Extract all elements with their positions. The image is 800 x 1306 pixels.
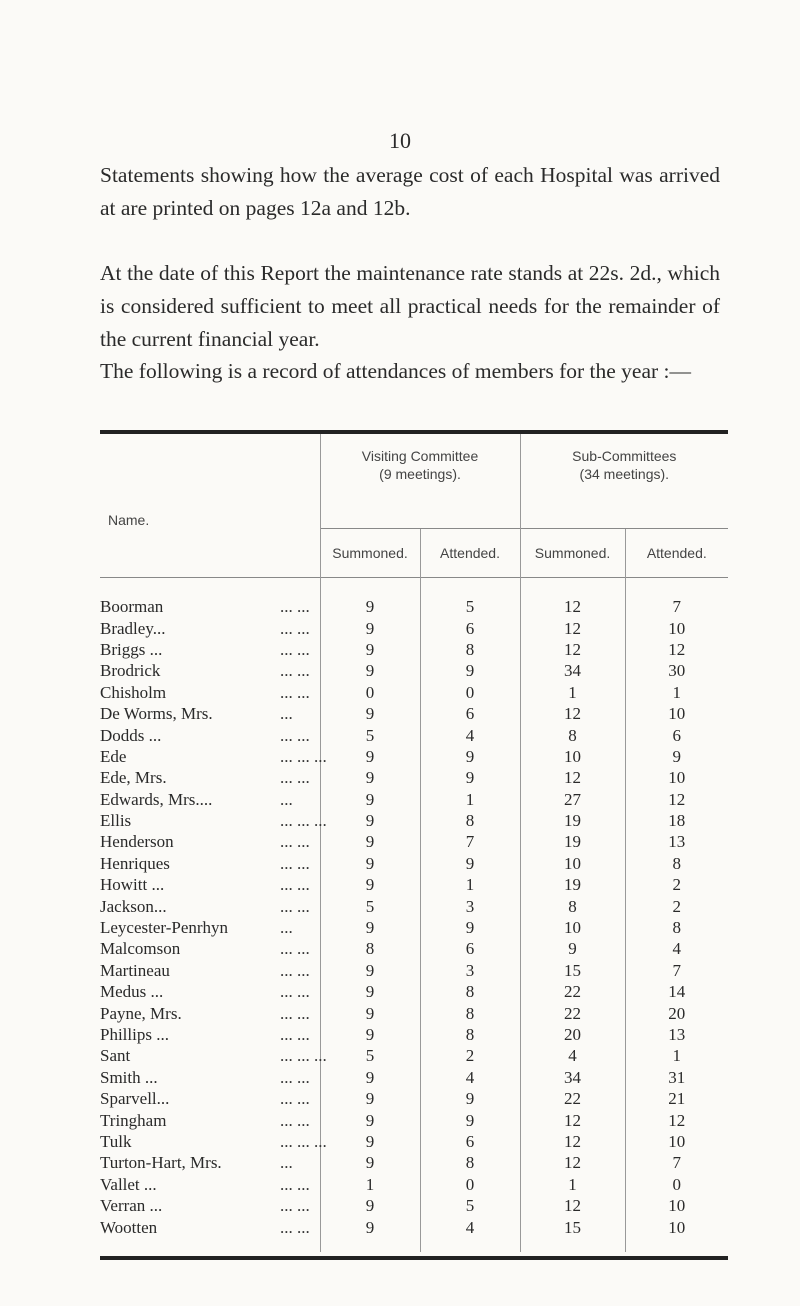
leader-dots: ... ...: [280, 618, 310, 638]
sub-committees-meetings: (34 meetings).: [579, 466, 670, 482]
table-row: [100, 1152, 728, 1173]
leader-dots: ... ...: [280, 832, 310, 852]
table-row: [100, 917, 728, 938]
table-row: [100, 703, 728, 724]
leader-dots: ... ... ...: [280, 1046, 327, 1066]
table-row: [100, 938, 728, 959]
sub-attended-value: 1: [625, 682, 728, 703]
member-name: Jackson...: [100, 896, 167, 916]
visiting-summoned-value: 9: [320, 1109, 420, 1130]
leader-dots: ...: [280, 704, 293, 724]
visiting-attended-value: 5: [420, 596, 520, 617]
paragraph-attendance-intro: The following is a record of attendances of members for the year :—: [100, 359, 692, 383]
visiting-attended-value: 6: [420, 617, 520, 638]
leader-dots: ...: [280, 1153, 293, 1173]
table-row: [100, 639, 728, 660]
sub-summoned-value: 15: [520, 1216, 625, 1237]
member-name: Briggs ...: [100, 639, 163, 659]
table-row: [100, 874, 728, 895]
table-row: [100, 1174, 728, 1195]
visiting-summoned-value: 5: [320, 895, 420, 916]
visiting-summoned-value: 9: [320, 831, 420, 852]
table-row: [100, 746, 728, 767]
sub-summoned-value: 12: [520, 639, 625, 660]
sub-attended-value: 13: [625, 831, 728, 852]
sub-summoned-value: 10: [520, 746, 625, 767]
table-body: [100, 596, 728, 1238]
visiting-attended-value: 4: [420, 1216, 520, 1237]
sub-summoned-value: 12: [520, 596, 625, 617]
sub-summoned-value: 1: [520, 1174, 625, 1195]
sub-summoned-value: 12: [520, 1195, 625, 1216]
table-row: [100, 789, 728, 810]
sub-attended-value: 30: [625, 660, 728, 681]
page-number: 10: [389, 128, 411, 153]
attendance-table: [100, 430, 728, 1260]
table-row: [100, 1024, 728, 1045]
visiting-summoned-value: 9: [320, 1067, 420, 1088]
visiting-summoned-value: 9: [320, 1195, 420, 1216]
visiting-attended-value: 2: [420, 1045, 520, 1066]
table-row: [100, 767, 728, 788]
visiting-attended-value: 8: [420, 1002, 520, 1023]
visiting-attended-value: 9: [420, 767, 520, 788]
sub-attended-value: 18: [625, 810, 728, 831]
leader-dots: ... ...: [280, 939, 310, 959]
table-row: [100, 1088, 728, 1109]
visiting-summoned-value: 9: [320, 874, 420, 895]
leader-dots: ... ...: [280, 639, 310, 659]
sub-summoned-value: 22: [520, 1088, 625, 1109]
visiting-attended-value: 4: [420, 1067, 520, 1088]
sub-attended-value: 9: [625, 746, 728, 767]
sub-attended-value: 0: [625, 1174, 728, 1195]
member-name: Payne, Mrs.: [100, 1003, 182, 1023]
member-name: Malcomson: [100, 939, 181, 959]
visiting-summoned-value: 9: [320, 703, 420, 724]
table-row: [100, 596, 728, 617]
table-row: [100, 853, 728, 874]
sub-attended-value: 6: [625, 724, 728, 745]
visiting-attended-value: 9: [420, 746, 520, 767]
leader-dots: ... ...: [280, 768, 310, 788]
sub-attended-value: 13: [625, 1024, 728, 1045]
leader-dots: ... ...: [280, 1089, 310, 1109]
table-bottom-rule: [100, 1256, 728, 1260]
table-row: [100, 1109, 728, 1130]
member-name: Leycester-Penrhyn: [100, 918, 229, 938]
sub-attended-value: 8: [625, 853, 728, 874]
visiting-attended-value: 9: [420, 853, 520, 874]
leader-dots: ... ...: [280, 1003, 310, 1023]
member-name: Edwards, Mrs....: [100, 789, 213, 809]
sub-summoned-value: 27: [520, 789, 625, 810]
sub-attended-value: 10: [625, 617, 728, 638]
visiting-attended-value: 4: [420, 724, 520, 745]
sub-attended-value: 10: [625, 1195, 728, 1216]
table-row: [100, 1067, 728, 1088]
sub-summoned-value: 12: [520, 1152, 625, 1173]
visiting-summoned-value: 9: [320, 767, 420, 788]
visiting-summoned-value: 8: [320, 938, 420, 959]
visiting-attended-value: 5: [420, 1195, 520, 1216]
visiting-attended-value: 9: [420, 917, 520, 938]
visiting-attended-value: 6: [420, 938, 520, 959]
visiting-summoned-value: 9: [320, 660, 420, 681]
leader-dots: ... ...: [280, 982, 310, 1002]
sub-summoned-value: 12: [520, 617, 625, 638]
visiting-summoned-value: 1: [320, 1174, 420, 1195]
leader-dots: ...: [280, 789, 293, 809]
table-row: [100, 895, 728, 916]
visiting-summoned-value: 5: [320, 1045, 420, 1066]
sub-attended-value: 8: [625, 917, 728, 938]
visiting-summoned-value: 9: [320, 617, 420, 638]
name-column-header: Name.: [108, 512, 150, 528]
leader-dots: ... ...: [280, 853, 310, 873]
leader-dots: ... ...: [280, 896, 310, 916]
table-row: [100, 660, 728, 681]
visiting-summoned-value: 9: [320, 1024, 420, 1045]
sub-summoned-value: 22: [520, 1002, 625, 1023]
sub-summoned-value: 19: [520, 810, 625, 831]
table-row: [100, 810, 728, 831]
visiting-summoned-value: 9: [320, 917, 420, 938]
leader-dots: ... ...: [280, 682, 310, 702]
member-name: Turton-Hart, Mrs.: [100, 1153, 222, 1173]
member-name: Ede: [100, 746, 127, 766]
sub-summoned-value: 9: [520, 938, 625, 959]
sub-summoned-value: 12: [520, 767, 625, 788]
visiting-attended-value: 6: [420, 703, 520, 724]
leader-dots: ... ... ...: [280, 811, 327, 831]
visiting-attended-value: 1: [420, 789, 520, 810]
member-name: Verran ...: [100, 1196, 163, 1216]
table-row: [100, 831, 728, 852]
member-name: Ede, Mrs.: [100, 768, 167, 788]
leader-dots: ... ...: [280, 1110, 310, 1130]
member-name: Wootten: [100, 1217, 158, 1237]
sub-attended-value: 12: [625, 1109, 728, 1130]
visiting-attended-value: 0: [420, 1174, 520, 1195]
sub-committees-header: [520, 434, 728, 529]
sub-attended-value: 12: [625, 789, 728, 810]
sub-attended-value: 10: [625, 1131, 728, 1152]
table-row: [100, 981, 728, 1002]
visiting-summoned-value: 9: [320, 746, 420, 767]
sub-attended-value: 7: [625, 960, 728, 981]
member-name: Vallet ...: [100, 1174, 157, 1194]
table-row: [100, 682, 728, 703]
visiting-summoned-value: 9: [320, 1152, 420, 1173]
visiting-summoned-value: 9: [320, 960, 420, 981]
visiting-attended-value: 9: [420, 1109, 520, 1130]
sub-summoned-value: 10: [520, 917, 625, 938]
paragraph-cost-statements: Statements showing how the average cost of each Hospital was arrived at are printed on pages 12a and 12b.: [100, 163, 720, 220]
visiting-summoned-value: 9: [320, 639, 420, 660]
visiting-attended-value: 8: [420, 810, 520, 831]
member-name: Bradley...: [100, 618, 166, 638]
leader-dots: ... ...: [280, 875, 310, 895]
table-row: [100, 724, 728, 745]
member-name: Dodds ...: [100, 725, 162, 745]
visiting-summoned-value: 9: [320, 1131, 420, 1152]
sub-summoned-value: 19: [520, 874, 625, 895]
visiting-summoned-value: 9: [320, 596, 420, 617]
member-name: Boorman: [100, 597, 164, 617]
visiting-summoned-value: 9: [320, 981, 420, 1002]
visiting-summoned-value: 9: [320, 1216, 420, 1237]
leader-dots: ... ...: [280, 1174, 310, 1194]
sub-summoned-value: 12: [520, 703, 625, 724]
member-name: Chisholm: [100, 682, 167, 702]
sub-attended-value: 10: [625, 767, 728, 788]
table-row: [100, 1002, 728, 1023]
visiting-summoned-value: 9: [320, 810, 420, 831]
sub-attended-value: 7: [625, 1152, 728, 1173]
sub-summoned-value: 19: [520, 831, 625, 852]
sub-summoned-value: 34: [520, 1067, 625, 1088]
leader-dots: ... ...: [280, 597, 310, 617]
visiting-summoned-value: 9: [320, 1002, 420, 1023]
member-name: De Worms, Mrs.: [100, 704, 213, 724]
visiting-committee-title: Visiting Committee: [361, 448, 479, 464]
member-name: Brodrick: [100, 661, 161, 681]
visiting-attended-value: 1: [420, 874, 520, 895]
sub-summoned-value: 20: [520, 1024, 625, 1045]
visiting-attended-value: 8: [420, 981, 520, 1002]
member-name: Ellis: [100, 811, 132, 831]
member-name: Phillips ...: [100, 1025, 169, 1044]
sub-attended-value: 21: [625, 1088, 728, 1109]
visiting-summoned-value: 9: [320, 1088, 420, 1109]
sub-attended-value: 14: [625, 981, 728, 1002]
visiting-attended-value: 0: [420, 682, 520, 703]
member-name: Henriques: [100, 853, 170, 873]
sub-summoned-value: 12: [520, 1131, 625, 1152]
leader-dots: ... ...: [280, 661, 310, 681]
visiting-attended-value: 9: [420, 660, 520, 681]
sub-attended-value: 1: [625, 1045, 728, 1066]
sub-attended-value: 20: [625, 1002, 728, 1023]
sub-summoned-value: 10: [520, 853, 625, 874]
leader-dots: ... ...: [280, 1025, 310, 1044]
member-name: Henderson: [100, 832, 174, 852]
leader-dots: ...: [280, 918, 293, 938]
sub-attended-header: Attended.: [625, 529, 728, 578]
visiting-attended-value: 6: [420, 1131, 520, 1152]
member-name: Sparvell...: [100, 1089, 170, 1109]
visiting-attended-header: Attended.: [420, 529, 520, 578]
leader-dots: ... ...: [280, 1217, 310, 1237]
member-name: Sant: [100, 1046, 131, 1066]
sub-attended-value: 2: [625, 895, 728, 916]
visiting-summoned-header: Summoned.: [320, 529, 420, 578]
leader-dots: ... ... ...: [280, 1131, 327, 1151]
member-name: Smith ...: [100, 1067, 158, 1087]
paragraph-maintenance-rate: At the date of this Report the maintenance rate stands at 22s. 2d., which is considered sufficient to meet all practical needs for the remainder of the current financial year.: [100, 261, 720, 351]
leader-dots: ... ...: [280, 725, 310, 745]
visiting-attended-value: 7: [420, 831, 520, 852]
sub-summoned-value: 1: [520, 682, 625, 703]
sub-summoned-value: 15: [520, 960, 625, 981]
member-name: Howitt ...: [100, 875, 165, 895]
visiting-attended-value: 9: [420, 1088, 520, 1109]
visiting-summoned-value: 5: [320, 724, 420, 745]
sub-summoned-value: 8: [520, 724, 625, 745]
sub-attended-value: 2: [625, 874, 728, 895]
table-row: [100, 1131, 728, 1152]
leader-dots: ... ... ...: [280, 746, 327, 766]
sub-summoned-value: 8: [520, 895, 625, 916]
leader-dots: ... ...: [280, 1196, 310, 1216]
visiting-committee-header: [320, 434, 520, 529]
sub-attended-value: 31: [625, 1067, 728, 1088]
sub-summoned-value: 22: [520, 981, 625, 1002]
visiting-attended-value: 8: [420, 1152, 520, 1173]
sub-summoned-value: 34: [520, 660, 625, 681]
table-row: [100, 617, 728, 638]
member-name: Tulk: [100, 1131, 132, 1151]
visiting-attended-value: 3: [420, 960, 520, 981]
sub-attended-value: 10: [625, 1216, 728, 1237]
visiting-summoned-value: 9: [320, 789, 420, 810]
table-row: [100, 960, 728, 981]
leader-dots: ... ...: [280, 960, 310, 980]
sub-summoned-value: 12: [520, 1109, 625, 1130]
visiting-attended-value: 8: [420, 1024, 520, 1045]
member-name: Martineau: [100, 960, 170, 980]
table-row: [100, 1216, 728, 1237]
sub-committees-title: Sub-Committees: [572, 448, 677, 464]
sub-summoned-header: Summoned.: [520, 529, 625, 578]
visiting-summoned-value: 9: [320, 853, 420, 874]
sub-attended-value: 4: [625, 938, 728, 959]
sub-attended-value: 10: [625, 703, 728, 724]
table-row: [100, 1045, 728, 1066]
sub-summoned-value: 4: [520, 1045, 625, 1066]
sub-attended-value: 12: [625, 639, 728, 660]
member-name: Tringham: [100, 1110, 167, 1130]
member-name: Medus ...: [100, 982, 164, 1002]
visiting-summoned-value: 0: [320, 682, 420, 703]
visiting-attended-value: 8: [420, 639, 520, 660]
visiting-committee-meetings: (9 meetings).: [379, 466, 461, 482]
table-row: [100, 1195, 728, 1216]
sub-attended-value: 7: [625, 596, 728, 617]
visiting-attended-value: 3: [420, 895, 520, 916]
leader-dots: ... ...: [280, 1067, 310, 1087]
